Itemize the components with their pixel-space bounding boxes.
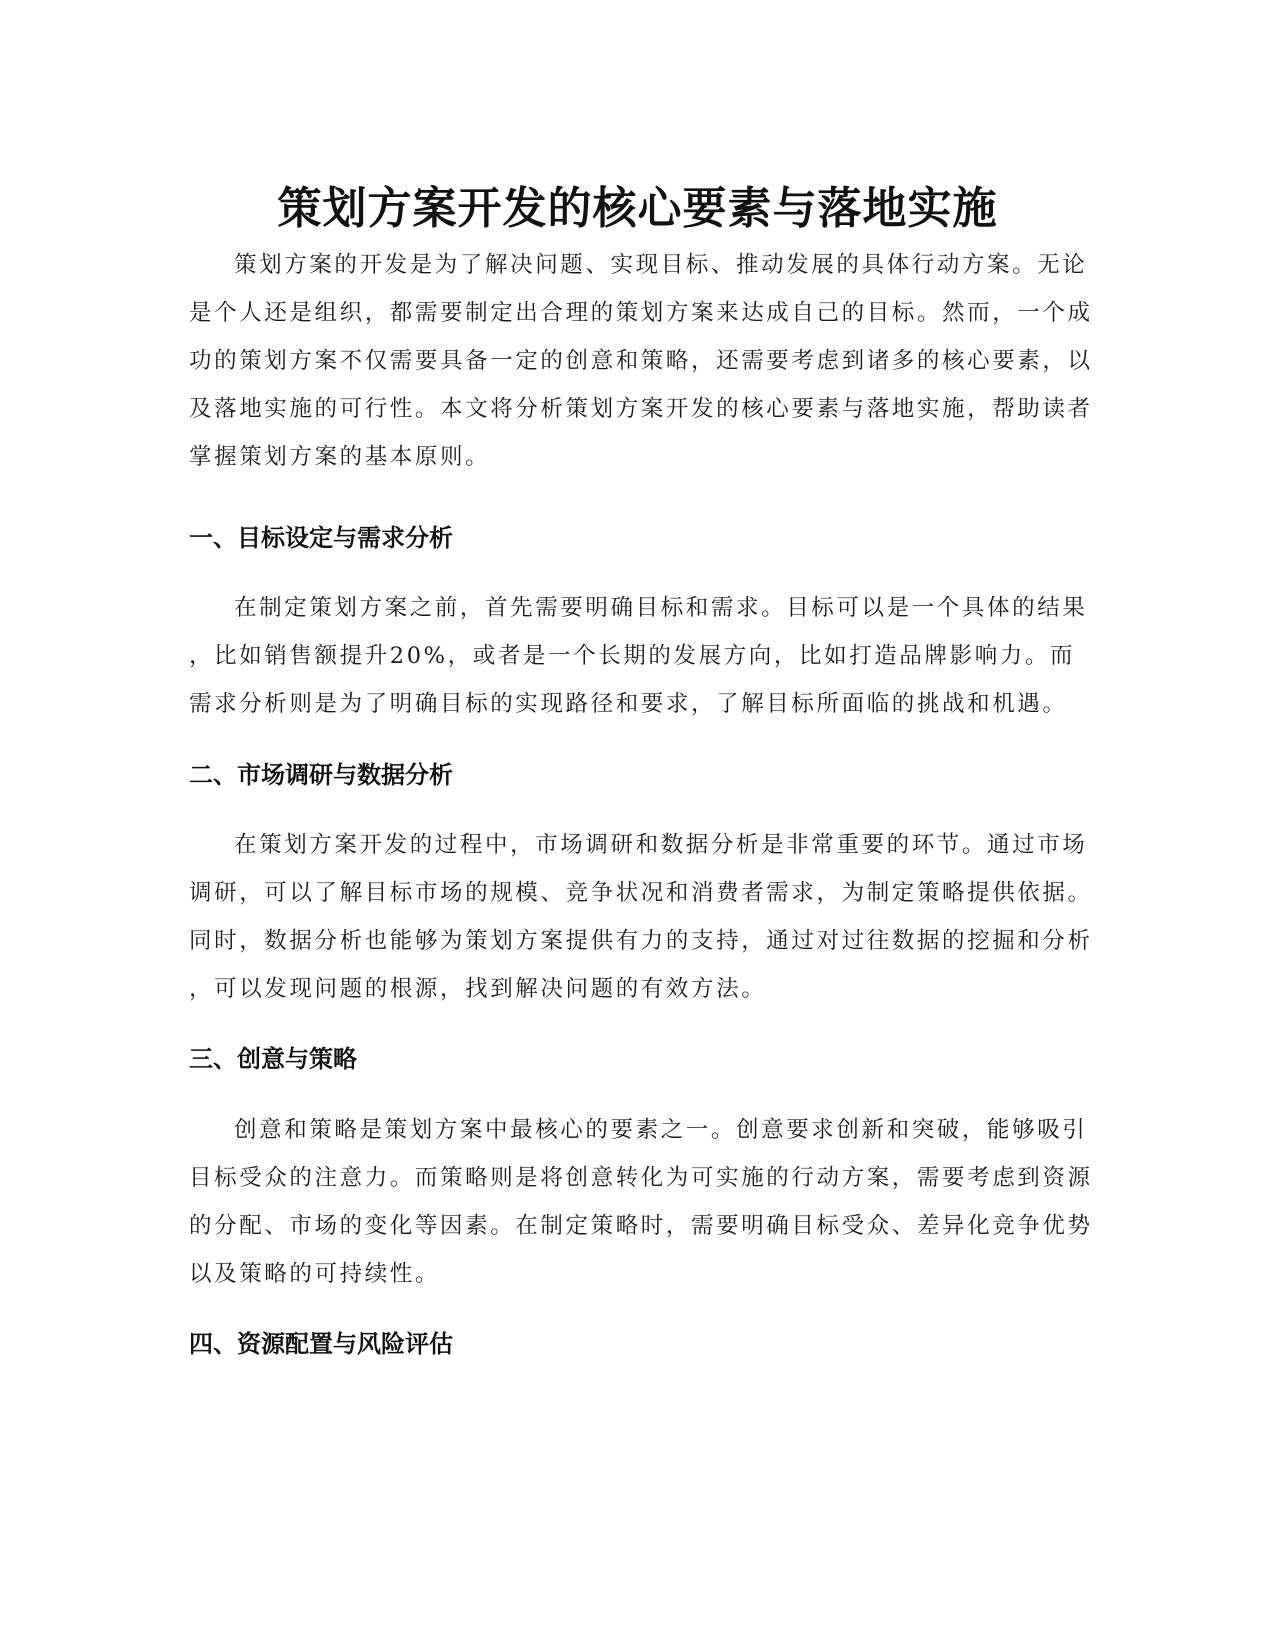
paragraph-line: 策划方案的开发是为了解决问题、实现目标、推动发展的具体行动方案。无论	[234, 252, 1088, 278]
paragraph-line: 的分配、市场的变化等因素。在制定策略时，需要明确目标受众、差异化竞争优势	[189, 1213, 1093, 1239]
section-paragraph	[189, 821, 1093, 1013]
paragraph-line: 创意和策略是策划方案中最核心的要素之一。创意要求创新和突破，能够吸引	[234, 1117, 1088, 1143]
paragraph-line: 同时，数据分析也能够为策划方案提供有力的支持，通过对过往数据的挖掘和分析	[189, 928, 1093, 954]
paragraph-line: 掌握策划方案的基本原则。	[189, 444, 491, 470]
page-title: 策划方案开发的核心要素与落地实施	[277, 183, 998, 235]
paragraph-line: 目标受众的注意力。而策略则是将创意转化为可实施的行动方案，需要考虑到资源	[189, 1165, 1093, 1191]
section-heading: 四、资源配置与风险评估	[189, 1330, 453, 1358]
section-heading: 二、市场调研与数据分析	[189, 761, 453, 789]
section-heading: 三、创意与策略	[189, 1045, 357, 1073]
paragraph-line: ，可以发现问题的根源，找到解决问题的有效方法。	[189, 976, 767, 1002]
paragraph-line: ，比如销售额提升20%，或者是一个长期的发展方向，比如打造品牌影响力。而	[189, 643, 1076, 669]
paragraph-line: 调研，可以了解目标市场的规模、竞争状况和消费者需求，为制定策略提供依据。	[189, 880, 1093, 906]
paragraph-line: 需求分析则是为了明确目标的实现路径和要求，了解目标所面临的挑战和机遇。	[189, 691, 1068, 717]
section-paragraph	[189, 584, 1088, 728]
paragraph-line: 及落地实施的可行性。本文将分析策划方案开发的核心要素与落地实施，帮助读者	[189, 396, 1093, 422]
paragraph-line: 在策划方案开发的过程中，市场调研和数据分析是非常重要的环节。通过市场	[234, 832, 1088, 858]
paragraph-line: 功的策划方案不仅需要具备一定的创意和策略，还需要考虑到诸多的核心要素，以	[189, 348, 1093, 374]
intro-paragraph	[189, 241, 1093, 481]
paragraph-line: 以及策略的可持续性。	[189, 1261, 441, 1287]
section-paragraph	[189, 1106, 1093, 1298]
paragraph-line: 在制定策划方案之前，首先需要明确目标和需求。目标可以是一个具体的结果	[234, 595, 1088, 621]
paragraph-line: 是个人还是组织，都需要制定出合理的策划方案来达成自己的目标。然而，一个成	[189, 300, 1093, 326]
section-heading: 一、目标设定与需求分析	[189, 524, 453, 552]
